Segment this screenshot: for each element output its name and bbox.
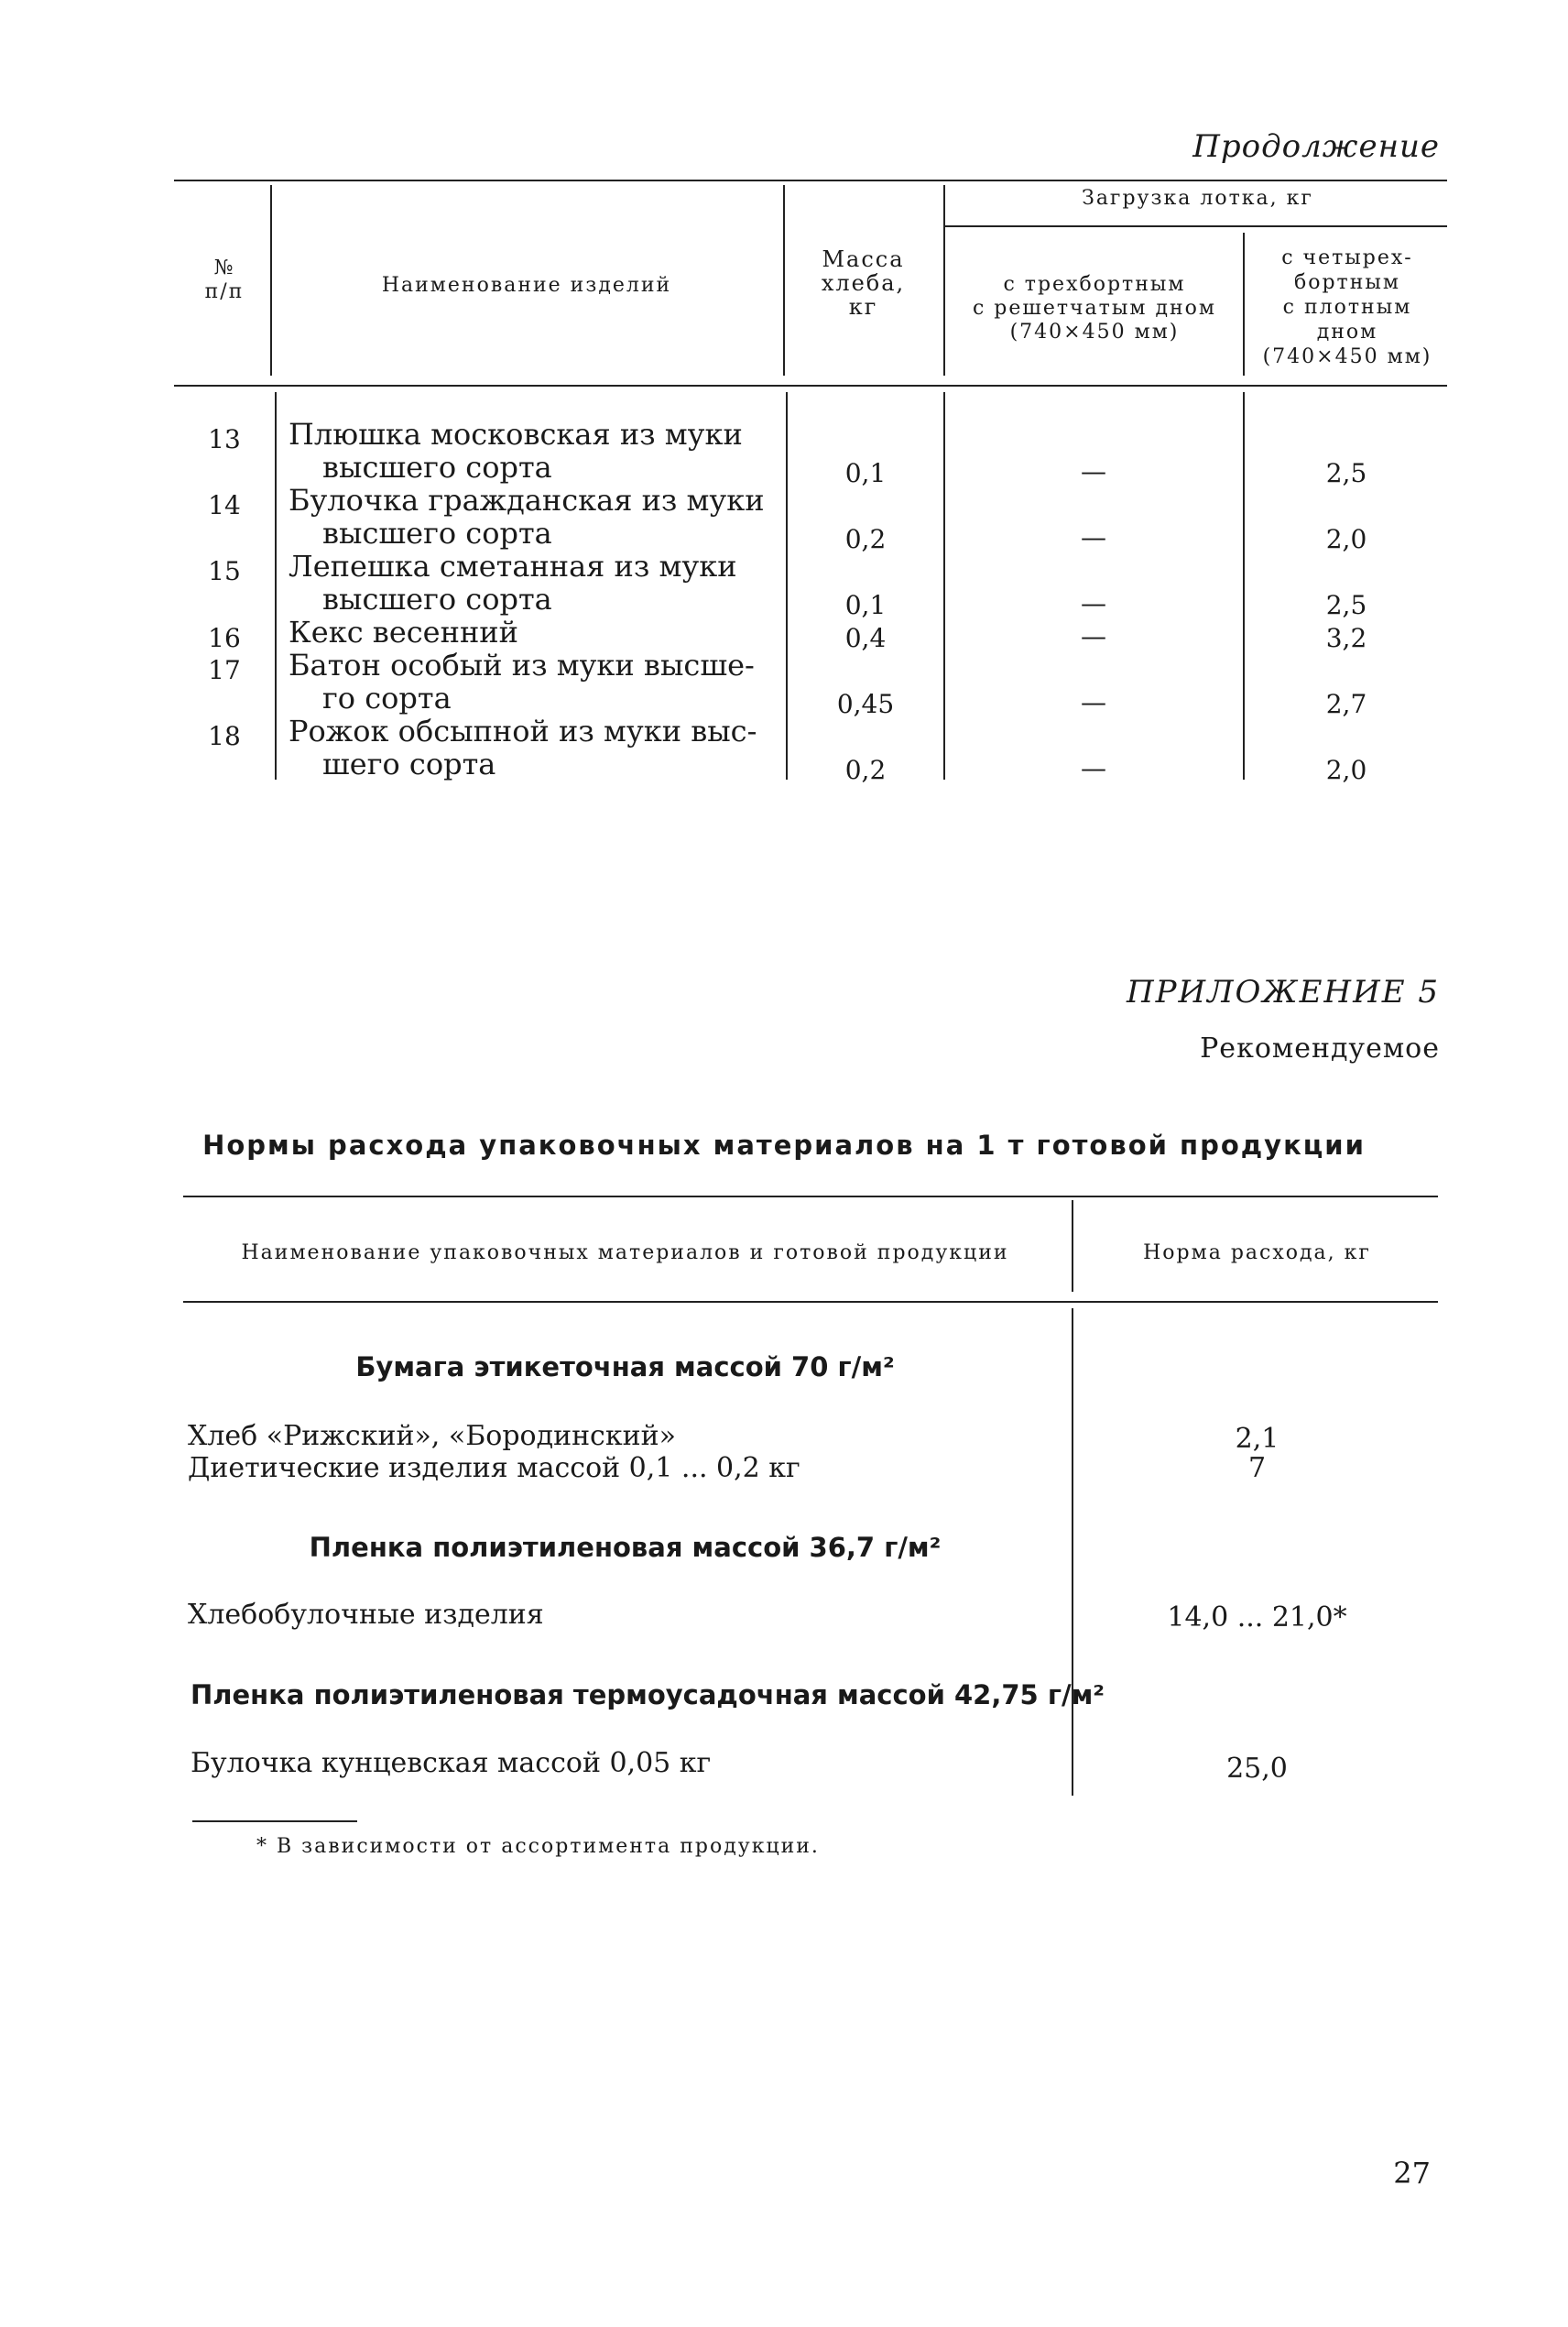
appendix-title: ПРИЛОЖЕНИЕ 5 — [1126, 974, 1440, 1011]
table1-vrule — [943, 392, 945, 780]
header-four-side-line1: с четырех- — [1281, 246, 1413, 269]
table1-top-rule — [174, 180, 1447, 181]
row-name-line: Булочка гражданская из муки — [289, 483, 765, 518]
row-four-side: 2,0 — [1325, 524, 1367, 554]
row-name-line: Рожок обсыпной из муки выс- — [289, 714, 757, 748]
row-mass: 0,1 — [844, 458, 887, 488]
row-name-line: шего сорта — [322, 747, 496, 781]
norms-table-title: Нормы расхода упаковочных материалов на 1 т готовой продукции — [202, 1130, 1366, 1161]
row-four-side: 2,0 — [1325, 755, 1367, 785]
row-name-line: Плюшка московская из муки — [289, 417, 743, 452]
header-mass — [788, 247, 939, 319]
table2-vrule — [1072, 1200, 1073, 1292]
material-row-name: Хлебобулочные изделия — [188, 1599, 544, 1631]
material-row-name: Диетические изделия массой 0,1 ... 0,2 кг — [188, 1452, 800, 1484]
row-name-line: го сорта — [322, 681, 452, 716]
header-four-side-line3: с плотным — [1282, 296, 1412, 319]
table1-vrule — [270, 185, 272, 376]
header-num-line2: п/п — [204, 280, 245, 303]
footnote-rule — [192, 1820, 357, 1822]
row-name-line: высшего сорта — [322, 582, 552, 617]
row-num: 18 — [208, 721, 241, 751]
header-num — [183, 257, 266, 304]
section-label-film: Пленка полиэтиленовая массой 36,7 г/м² — [309, 1532, 942, 1563]
material-row-name: Булочка кунцевская массой 0,05 кг — [191, 1747, 712, 1779]
material-row-norm: 14,0 ... 21,0* — [1167, 1601, 1347, 1633]
row-four-side: 3,2 — [1325, 623, 1367, 653]
header-name: Наименование изделий — [381, 274, 672, 297]
row-four-side: 2,5 — [1325, 458, 1367, 488]
row-mass: 0,4 — [844, 623, 887, 653]
header-mass-line3: кг — [848, 294, 878, 320]
row-three-side: — — [1081, 687, 1106, 717]
material-row-name: Хлеб «Рижский», «Бородинский» — [188, 1420, 676, 1452]
material-row-norm: 2,1 — [1235, 1423, 1279, 1455]
row-mass: 0,2 — [844, 524, 887, 554]
header-four-side-line2: бортным — [1293, 271, 1401, 294]
row-four-side: 2,5 — [1325, 590, 1367, 620]
row-num: 14 — [208, 490, 241, 520]
table2-vrule — [1072, 1308, 1073, 1796]
row-three-side: — — [1081, 588, 1106, 618]
row-num: 15 — [208, 556, 241, 586]
row-name-line: высшего сорта — [322, 516, 552, 551]
header-material: Наименование упаковочных материалов и готовой продукции — [241, 1241, 1009, 1264]
section-label-shrink-film: Пленка полиэтиленовая термоусадочная массой 42,75 г/м² — [191, 1679, 1105, 1710]
row-three-side: — — [1081, 522, 1106, 552]
row-num: 13 — [208, 424, 241, 454]
row-name-line: Кекс весенний — [289, 615, 518, 650]
row-four-side: 2,7 — [1325, 689, 1367, 719]
header-mass-line2: хлеба, — [821, 270, 906, 296]
material-row-norm: 7 — [1247, 1452, 1267, 1484]
table1-header-rule — [174, 385, 1447, 387]
table1-vrule — [786, 392, 788, 780]
table1-group-rule — [943, 225, 1447, 227]
header-num-line1: № — [213, 257, 235, 279]
appendix-subtitle: Рекомендуемое — [1200, 1032, 1440, 1065]
row-mass: 0,45 — [836, 689, 895, 719]
table1-vrule — [783, 185, 785, 376]
row-name-line: Батон особый из муки высше- — [289, 648, 755, 683]
header-norm: Норма расхода, кг — [1143, 1241, 1371, 1264]
row-num: 17 — [208, 655, 241, 685]
row-name-line: высшего сорта — [322, 450, 552, 485]
row-three-side: — — [1081, 621, 1106, 651]
row-mass: 0,2 — [844, 755, 887, 785]
table2-top-rule — [183, 1196, 1438, 1197]
header-three-side-line2: с решетчатым дном — [972, 297, 1217, 320]
material-row-norm: 25,0 — [1226, 1753, 1288, 1785]
header-load-group: Загрузка лотка, кг — [1082, 187, 1313, 210]
table1-vrule — [1243, 233, 1245, 376]
header-four-side-line4: дном — [1316, 321, 1378, 344]
table1-vrule — [1243, 392, 1245, 780]
page-number: 27 — [1393, 2156, 1431, 2190]
row-three-side: — — [1081, 753, 1106, 783]
header-three-side-line3: (740×450 мм) — [1009, 321, 1180, 344]
row-num: 16 — [208, 623, 241, 653]
header-mass-line1: Масса — [822, 246, 905, 272]
row-name-line: Лепешка сметанная из муки — [289, 549, 737, 584]
row-three-side: — — [1081, 456, 1106, 486]
table2-header-rule — [183, 1301, 1438, 1303]
header-four-side — [1247, 246, 1447, 369]
header-three-side-line1: с трехбортным — [1003, 273, 1186, 296]
section-label-paper: Бумага этикеточная массой 70 г/м² — [355, 1351, 895, 1382]
header-four-side-line5: (740×450 мм) — [1262, 345, 1432, 368]
header-three-side — [948, 273, 1241, 344]
continuation-label: Продолжение — [1192, 128, 1440, 165]
table1-vrule — [275, 392, 277, 780]
footnote: * В зависимости от ассортимента продукции. — [256, 1835, 820, 1858]
table1-vrule — [943, 185, 945, 376]
row-mass: 0,1 — [844, 590, 887, 620]
